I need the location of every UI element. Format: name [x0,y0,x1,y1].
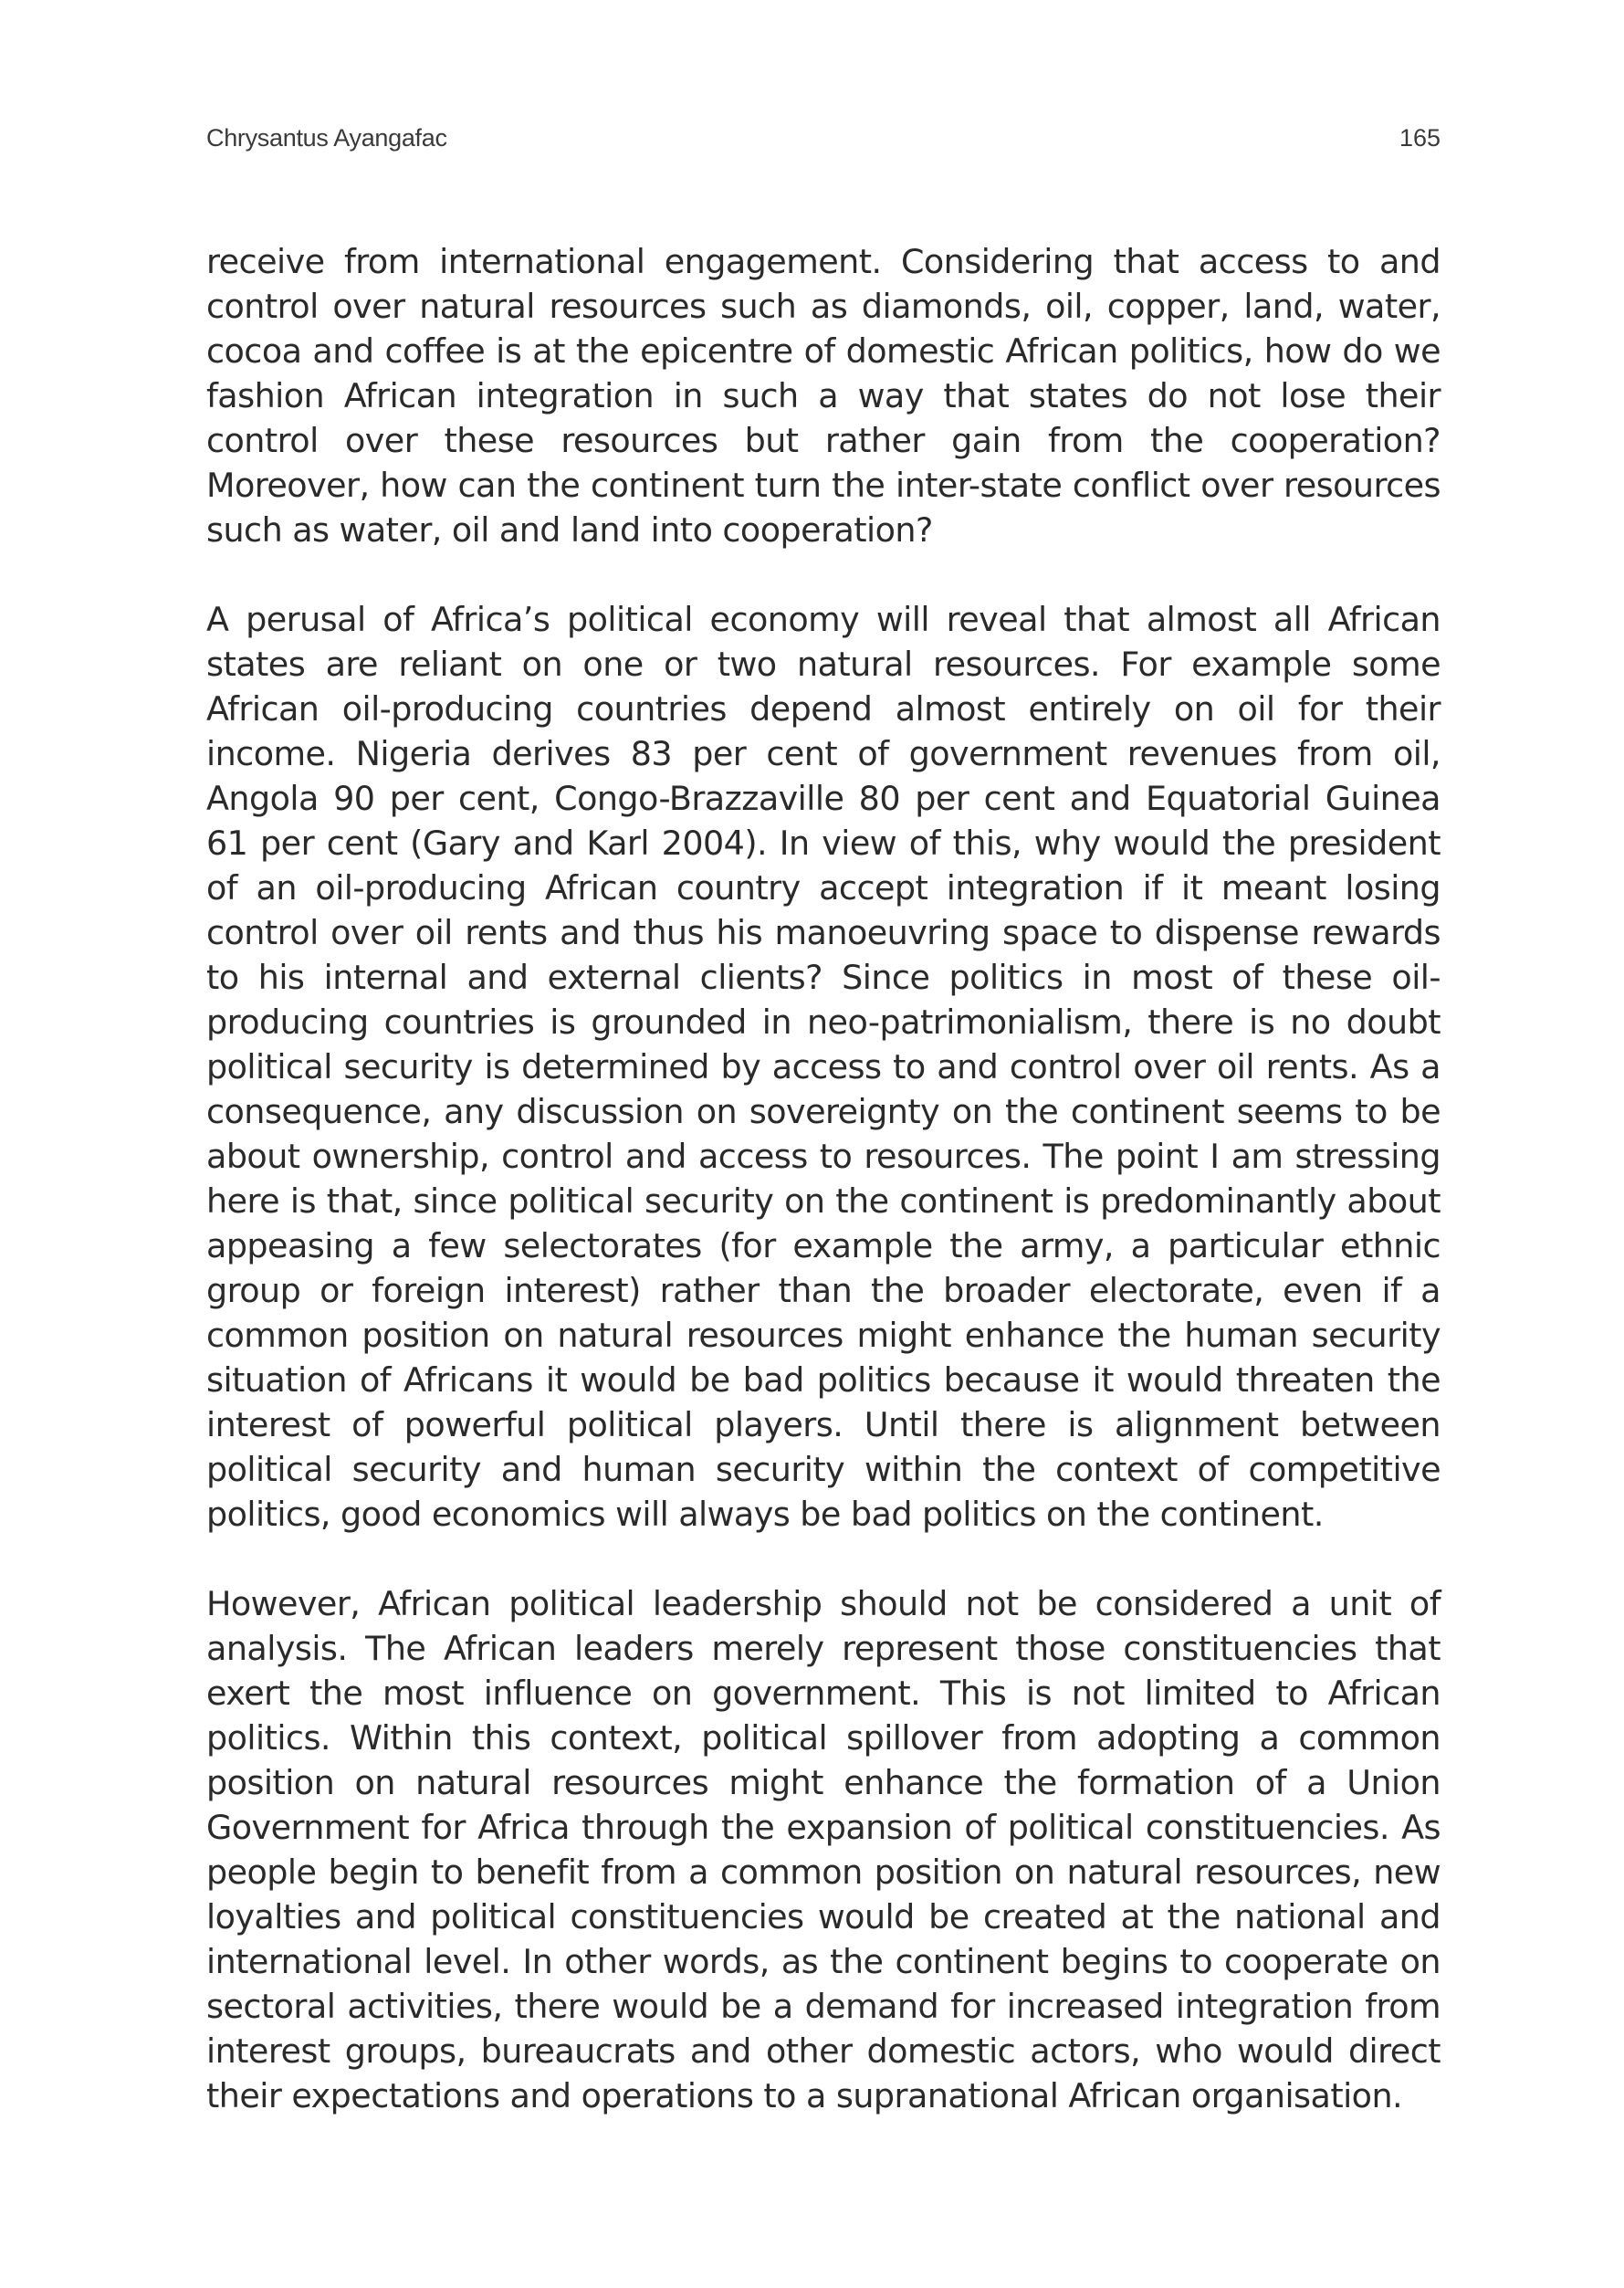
paragraph: receive from international engagement. Considering that access to and control over natural resources such as diamonds, oil, copper, land, water, cocoa and coffee is at the epicentre of domestic African politics, how do we fashion African integration in such a way that states do not lose their control over these resources but rather gain from the cooperation? Moreover, how can the continent turn the inter-state conflict over resources such as water, oil and land into cooperation? [206,242,1441,550]
paragraph: However, African political leadership should not be considered a unit of analysis. The African leaders merely represent those constituencies that exert the most influence on government. This is not limited to African politics. Within this context, political spillover from adopting a common position on natural resources might enhance the formation of a Union Government for Africa through the expansion of political constituencies. As people begin to benefit from a common position on natural resources, new loyalties and political constituencies would be created at the national and international level. In other words, as the continent begins to cooperate on sectoral activities, there would be a demand for increased integration from interest groups, bureaucrats and other domestic actors, who would direct their expectations and operations to a supranational African organisation. [206,1584,1441,2115]
page-number: 165 [1399,124,1441,152]
running-head-author: Chrysantus Ayangafac [206,124,447,152]
running-head [206,124,1441,157]
paragraph: A perusal of Africa’s political economy will reveal that almost all African states are reliant on one or two natural resources. For example some African oil-producing countries depend almost entirely on oil for their income. Nigeria derives 83 per cent of government revenues from oil, Angola 90 per cent, Congo-Brazzaville 80 per cent and Equatorial Guinea 61 per cent (Gary and Karl 2004). In view of this, why would the president of an oil-producing African country accept integration if it meant losing control over oil rents and thus his manoeuvring space to dispense rewards to his internal and external clients? Since politics in most of these oil-producing countries is grounded in neo-patrimonialism, there is no doubt political security is determined by access to and control over oil rents. As a consequence, any discussion on sovereignty on the continent seems to be about ownership, control and access to resources. The point I am stressing here is that, since political security on the continent is predominantly about appeasing a few selectorates (for example the army, a particular ethnic group or foreign interest) rather than the broader electorate, even if a common position on natural resources might enhance the human security situation of Africans it would be bad politics because it would threaten the interest of powerful political players. Until there is alignment between political security and human security within the context of competitive politics, good economics will always be bad politics on the continent. [206,600,1441,1534]
body-text [206,239,1441,2163]
